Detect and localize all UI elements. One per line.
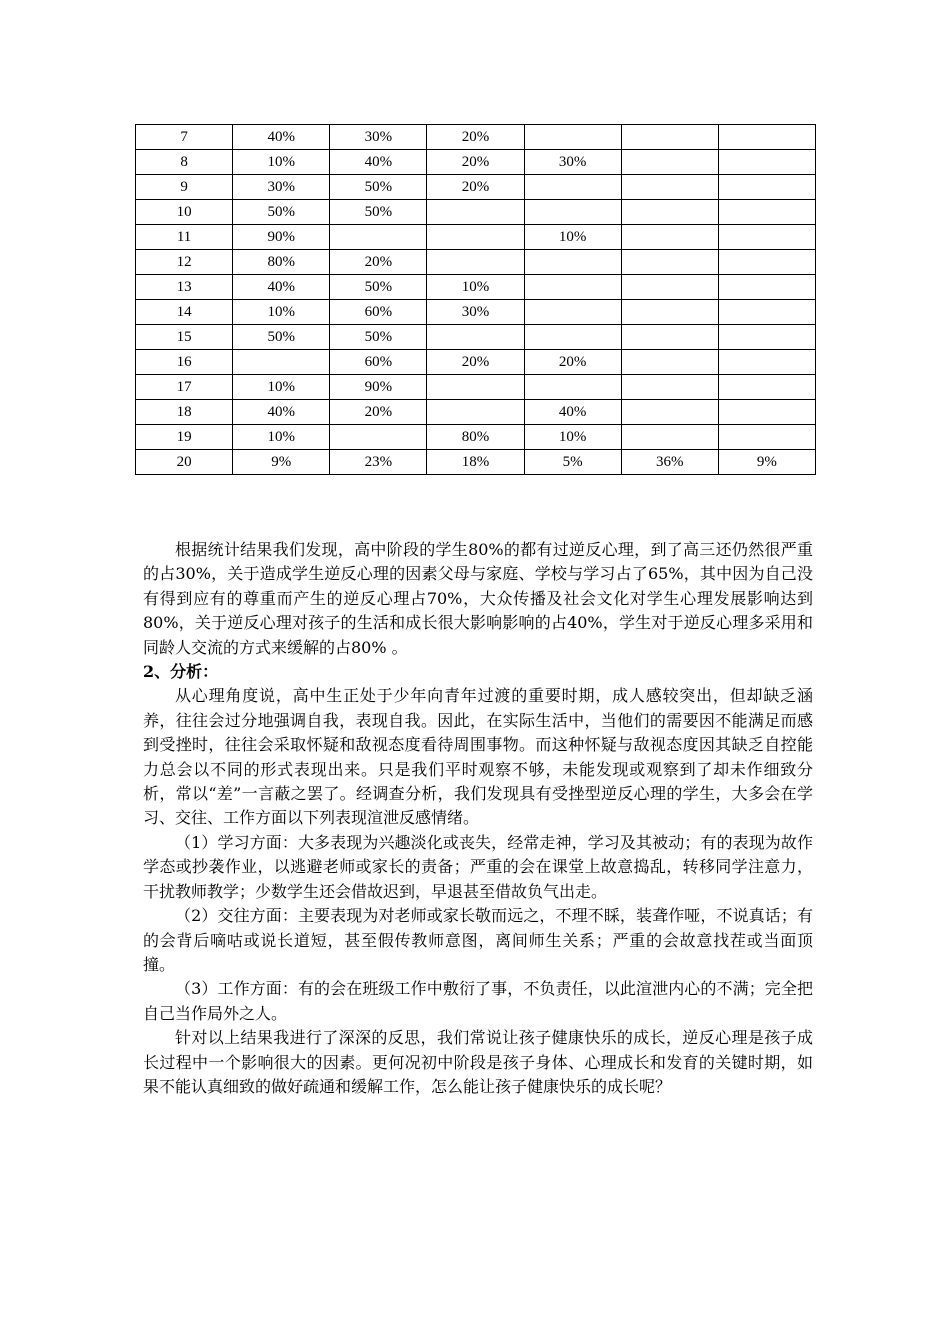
- table-cell: [621, 325, 718, 350]
- table-cell: [621, 300, 718, 325]
- table-cell: 10%: [524, 425, 621, 450]
- survey-results-table: [135, 124, 816, 475]
- table-cell: [718, 350, 815, 375]
- table-cell: [718, 225, 815, 250]
- table-cell: 40%: [330, 150, 427, 175]
- table-cell: [427, 200, 524, 225]
- table-row: [136, 225, 816, 250]
- table-cell: 16: [136, 350, 233, 375]
- table-cell: 50%: [330, 325, 427, 350]
- table-cell: [621, 200, 718, 225]
- table-cell: 5%: [524, 450, 621, 475]
- table-cell: [524, 250, 621, 275]
- table-cell: [718, 125, 815, 150]
- table-cell: 80%: [427, 425, 524, 450]
- table-cell: 20%: [330, 250, 427, 275]
- table-cell: 10%: [233, 425, 330, 450]
- table-cell: [427, 325, 524, 350]
- table-cell: 10%: [233, 300, 330, 325]
- table-cell: [524, 275, 621, 300]
- table-cell: [718, 275, 815, 300]
- table-cell: [718, 425, 815, 450]
- table-cell: 23%: [330, 450, 427, 475]
- table-cell: [718, 150, 815, 175]
- table-cell: [718, 200, 815, 225]
- table-cell: [718, 300, 815, 325]
- table-cell: 15: [136, 325, 233, 350]
- table-row: [136, 425, 816, 450]
- table-cell: 20%: [330, 400, 427, 425]
- table-cell: 20%: [524, 350, 621, 375]
- analysis-paragraph: 从心理角度说，高中生正处于少年向青年过渡的重要时期，成人感较突出，但却缺乏涵养，往往会过分地强调自我，表现自我。因此，在实际生活中，当他们的需要因不能满足而感到受挫时，往往会采取怀疑和敌视态度看待周围事物。而这种怀疑与敌视态度因其缺乏自控能力总会以不同的形式表现出来。只是我们平时观察不够，未能发现或观察到了却未作细致分析，常以“差”一言蔽之罢了。经调查分析，我们发现具有受挫型逆反心理的学生，大多会在学习、交往、工作方面以下列表现渲泄反感情绪。: [143, 686, 813, 828]
- table-cell: [427, 225, 524, 250]
- table-cell: 8: [136, 150, 233, 175]
- table-row: [136, 125, 816, 150]
- table-cell: 90%: [330, 375, 427, 400]
- table-cell: 40%: [233, 400, 330, 425]
- table-cell: [524, 200, 621, 225]
- table-cell: [427, 375, 524, 400]
- table-cell: [524, 175, 621, 200]
- table-cell: 10%: [524, 225, 621, 250]
- table-cell: [718, 325, 815, 350]
- table-cell: 18%: [427, 450, 524, 475]
- table-cell: [718, 175, 815, 200]
- table-row: [136, 250, 816, 275]
- table-cell: 90%: [233, 225, 330, 250]
- table-cell: [621, 250, 718, 275]
- summary-paragraph: 根据统计结果我们发现，高中阶段的学生80%的都有过逆反心理，到了高三还仍然很严重的占30%，关于造成学生逆反心理的因素父母与家庭、学校与学习占了65%，其中因为自己没有得到应有的尊重而产生的逆反心理占70%，大众传播及社会文化对学生心理发展影响达到80%，关于逆反心理对孩子的生活和成长很大影响影响的占40%，学生对于逆反心理多采用和同龄人交流的方式来缓解的占80% 。: [143, 540, 813, 657]
- table-cell: 9: [136, 175, 233, 200]
- table-cell: [330, 425, 427, 450]
- table-cell: 40%: [524, 400, 621, 425]
- table-cell: 20: [136, 450, 233, 475]
- table-cell: 7: [136, 125, 233, 150]
- table-cell: 18: [136, 400, 233, 425]
- table-cell: 80%: [233, 250, 330, 275]
- table-cell: 50%: [330, 275, 427, 300]
- table-cell: 9%: [718, 450, 815, 475]
- table-cell: [621, 400, 718, 425]
- table-cell: [718, 250, 815, 275]
- table-cell: [621, 150, 718, 175]
- table-cell: [621, 425, 718, 450]
- table-row: [136, 325, 816, 350]
- table-cell: 60%: [330, 350, 427, 375]
- table-cell: 40%: [233, 125, 330, 150]
- table-cell: [427, 250, 524, 275]
- table-cell: [621, 350, 718, 375]
- table-cell: 20%: [427, 150, 524, 175]
- table-row: [136, 200, 816, 225]
- table-cell: 30%: [427, 300, 524, 325]
- table-row: [136, 400, 816, 425]
- table-cell: 20%: [427, 350, 524, 375]
- table-cell: 30%: [330, 125, 427, 150]
- table-cell: [524, 325, 621, 350]
- table-cell: 12: [136, 250, 233, 275]
- table-cell: 17: [136, 375, 233, 400]
- table-cell: [621, 125, 718, 150]
- table-cell: 10%: [233, 150, 330, 175]
- table-cell: 10%: [233, 375, 330, 400]
- study-aspect-paragraph: （1）学习方面：大多表现为兴趣淡化或丧失，经常走神，学习及其被动；有的表现为故作学态或抄袭作业，以逃避老师或家长的责备；严重的会在课堂上故意捣乱，转移同学注意力，干扰教师教学；少数学生还会借故迟到，早退甚至借故负气出走。: [143, 832, 813, 901]
- table-cell: 36%: [621, 450, 718, 475]
- analysis-heading: 2、分析：: [143, 662, 219, 682]
- table-cell: [621, 175, 718, 200]
- table-row: [136, 300, 816, 325]
- table-cell: 50%: [233, 325, 330, 350]
- table-cell: 11: [136, 225, 233, 250]
- table-cell: [524, 375, 621, 400]
- table-cell: [524, 300, 621, 325]
- table-cell: 10: [136, 200, 233, 225]
- table-cell: [330, 225, 427, 250]
- table-cell: [233, 350, 330, 375]
- table-cell: 40%: [233, 275, 330, 300]
- reflection-paragraph: 针对以上结果我进行了深深的反思，我们常说让孩子健康快乐的成长，逆反心理是孩子成长过程中一个影响很大的因素。更何况初中阶段是孩子身体、心理成长和发育的关键时期，如果不能认真细致的做好疏通和缓解工作，怎么能让孩子健康快乐的成长呢？: [143, 1028, 813, 1096]
- table-cell: 9%: [233, 450, 330, 475]
- table-cell: [427, 400, 524, 425]
- table-cell: [718, 400, 815, 425]
- table-row: [136, 175, 816, 200]
- table-cell: 30%: [524, 150, 621, 175]
- table-row: [136, 450, 816, 475]
- table-cell: 30%: [233, 175, 330, 200]
- table-row: [136, 350, 816, 375]
- table-cell: 13: [136, 275, 233, 300]
- table-cell: [621, 375, 718, 400]
- work-aspect-paragraph: （3）工作方面：有的会在班级工作中敷衍了事，不负责任，以此渲泄内心的不满；完全把自己当作局外之人。: [143, 979, 813, 1023]
- social-aspect-paragraph: （2）交往方面：主要表现为对老师或家长敬而远之，不理不睬，装聋作哑，不说真话；有的会背后嘀咕或说长道短，甚至假传教师意图，离间师生关系；严重的会故意找茬或当面顶撞。: [143, 906, 813, 974]
- table-row: [136, 150, 816, 175]
- table-cell: 14: [136, 300, 233, 325]
- table-cell: 50%: [330, 200, 427, 225]
- document-body: [143, 538, 813, 1099]
- table-row: [136, 275, 816, 300]
- table-cell: 10%: [427, 275, 524, 300]
- table-cell: 20%: [427, 175, 524, 200]
- table-cell: 50%: [330, 175, 427, 200]
- table-row: [136, 375, 816, 400]
- table-cell: 19: [136, 425, 233, 450]
- table-cell: 20%: [427, 125, 524, 150]
- table-cell: [524, 125, 621, 150]
- table-cell: [718, 375, 815, 400]
- table-cell: [621, 275, 718, 300]
- table-body: [136, 125, 816, 475]
- table-cell: 60%: [330, 300, 427, 325]
- table-cell: [621, 225, 718, 250]
- table-cell: 50%: [233, 200, 330, 225]
